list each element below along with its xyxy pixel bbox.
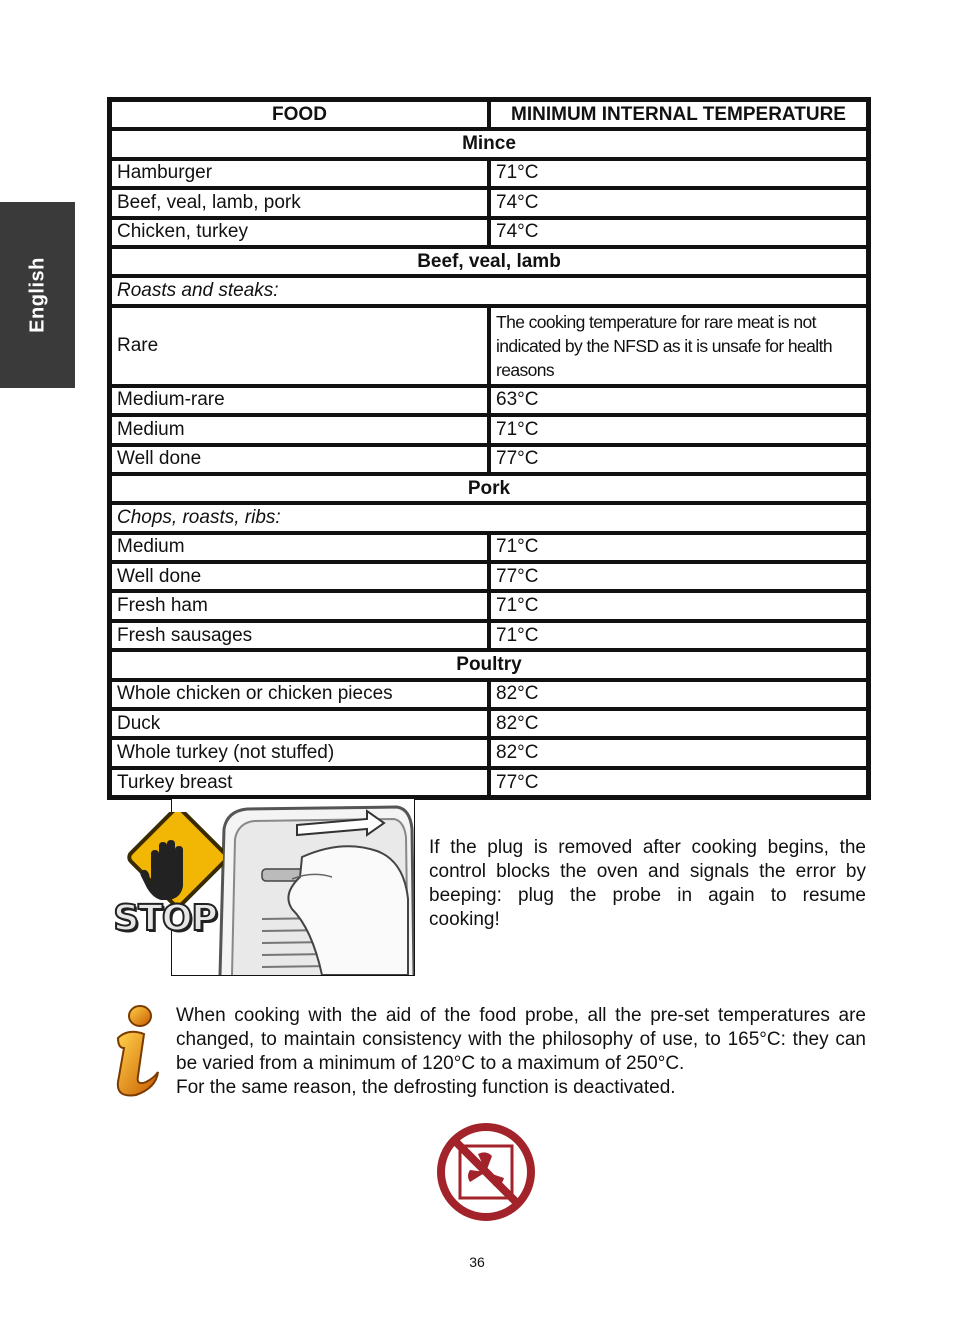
food-cell: Medium [110, 533, 489, 562]
section-title: Beef, veal, lamb [110, 247, 868, 276]
language-tab[interactable] [0, 202, 75, 388]
table-row [110, 709, 868, 738]
food-cell: Well done [110, 445, 489, 474]
stop-notice-text: If the plug is removed after cooking begins, the control blocks the oven and signals the error by beeping: plug the probe in again to resume cooking! [429, 837, 866, 930]
header-food: FOOD [110, 100, 489, 129]
food-cell: Fresh sausages [110, 621, 489, 650]
food-cell: Medium-rare [110, 386, 489, 415]
info-notice [176, 1004, 866, 1100]
table-row [110, 306, 868, 386]
food-cell: Whole turkey (not stuffed) [110, 738, 489, 767]
stop-hand-icon [107, 812, 223, 942]
subsection-row [110, 276, 868, 305]
temp-note-cell: The cooking temperature for rare meat is not indicated by the NFSD as it is unsafe for health reasons [489, 306, 868, 386]
table-row [110, 445, 868, 474]
section-title: Poultry [110, 650, 868, 679]
section-subtitle: Chops, roasts, ribs: [110, 503, 868, 532]
temperature-table [107, 97, 871, 800]
table-row [110, 768, 868, 797]
food-cell: Duck [110, 709, 489, 738]
temp-cell: 71°C [489, 591, 868, 620]
section-row [110, 247, 868, 276]
table-row [110, 159, 868, 188]
language-tab-label: English [26, 257, 48, 333]
header-temperature: MINIMUM INTERNAL TEMPERATURE [489, 100, 868, 129]
table-row [110, 533, 868, 562]
info-icon [106, 1002, 162, 1098]
table-row [110, 621, 868, 650]
temp-cell: 82°C [489, 680, 868, 709]
food-cell: Hamburger [110, 159, 489, 188]
section-subtitle: Roasts and steaks: [110, 276, 868, 305]
food-cell: Beef, veal, lamb, pork [110, 188, 489, 217]
temp-cell: 82°C [489, 738, 868, 767]
table-row [110, 188, 868, 217]
table-row [110, 562, 868, 591]
section-title: Pork [110, 474, 868, 503]
table-row [110, 591, 868, 620]
food-cell: Fresh ham [110, 591, 489, 620]
section-title: Mince [110, 129, 868, 158]
temp-cell: 77°C [489, 445, 868, 474]
table-row [110, 415, 868, 444]
food-cell: Well done [110, 562, 489, 591]
section-row [110, 650, 868, 679]
table-row [110, 738, 868, 767]
subsection-row [110, 503, 868, 532]
food-cell: Turkey breast [110, 768, 489, 797]
temp-cell: 71°C [489, 159, 868, 188]
temp-cell: 63°C [489, 386, 868, 415]
no-defrost-icon [436, 1122, 536, 1222]
table-row [110, 680, 868, 709]
temp-cell: 74°C [489, 218, 868, 247]
temp-cell: 71°C [489, 415, 868, 444]
food-cell: Whole chicken or chicken pieces [110, 680, 489, 709]
food-cell: Medium [110, 415, 489, 444]
section-row [110, 474, 868, 503]
temp-cell: 71°C [489, 533, 868, 562]
section-row [110, 129, 868, 158]
page-number: 36 [469, 1254, 485, 1270]
temp-cell: 74°C [489, 188, 868, 217]
stop-illustration [107, 798, 417, 976]
table-header-row [110, 100, 868, 129]
food-cell: Chicken, turkey [110, 218, 489, 247]
info-paragraph: For the same reason, the defrosting function is deactivated. [176, 1077, 676, 1098]
stop-label: STOP [113, 898, 217, 939]
temp-cell: 82°C [489, 709, 868, 738]
info-paragraph: When cooking with the aid of the food probe, all the pre-set temperatures are changed, to maintain consistency with the philosophy of use, to 165°C: they can be varied from a minimum of 120°C to a maximum of 250°C. [176, 1005, 866, 1074]
food-cell: Rare [110, 306, 489, 386]
temp-cell: 77°C [489, 562, 868, 591]
table-row [110, 386, 868, 415]
table-row [110, 218, 868, 247]
temp-cell: 71°C [489, 621, 868, 650]
temp-cell: 77°C [489, 768, 868, 797]
